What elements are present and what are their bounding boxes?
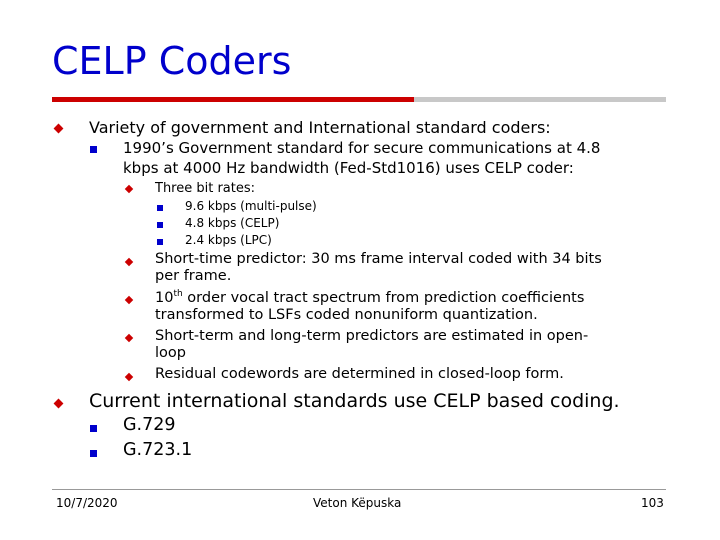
order-number: 10 [155, 290, 174, 306]
bullet-variety-coders: Variety of government and International standard coders: [89, 118, 551, 137]
diamond-bullet-icon [54, 399, 64, 409]
square-bullet-icon [90, 450, 97, 457]
bullet-three-bit-rates: Three bit rates: [155, 181, 256, 196]
standard-item: G.723.1 [123, 440, 193, 460]
bullet-government-standard-line1: 1990’s Government standard for secure communications at 4.8 [123, 139, 601, 157]
diamond-bullet-icon [125, 185, 133, 193]
bullet-vocal-tract-line1 [155, 290, 584, 307]
rate-item: 9.6 kbps (multi-pulse) [185, 199, 317, 213]
square-bullet-icon [90, 146, 97, 153]
bullet-government-standard-line2: kbps at 4000 Hz bandwidth (Fed-Std1016) uses CELP coder: [123, 159, 574, 177]
footer-divider [52, 489, 666, 490]
slide-title: CELP Coders [52, 39, 292, 83]
bullet-short-time-predictor-line2: per frame. [155, 268, 232, 284]
footer-author: Veton Këpuska [313, 496, 402, 510]
square-bullet-icon [90, 425, 97, 432]
footer-page-number: 103 [641, 496, 664, 510]
bullet-predictors-line2: loop [155, 345, 186, 361]
diamond-bullet-icon [54, 124, 64, 134]
title-underline-red [52, 97, 414, 102]
bullet-residual-codewords: Residual codewords are determined in closed-loop form. [155, 366, 564, 382]
square-bullet-icon [157, 205, 163, 211]
rate-item: 4.8 kbps (CELP) [185, 216, 280, 230]
square-bullet-icon [157, 239, 163, 245]
diamond-bullet-icon [125, 373, 133, 381]
bullet-current-standards: Current international standards use CELP based coding. [89, 390, 620, 412]
rate-item: 2.4 kbps (LPC) [185, 233, 272, 247]
order-suffix: th [173, 289, 183, 299]
diamond-bullet-icon [125, 258, 133, 266]
bullet-predictors-line1: Short-term and long-term predictors are estimated in open- [155, 328, 589, 344]
standard-item: G.729 [123, 415, 176, 435]
title-underline-gray [414, 97, 666, 102]
bullet-short-time-predictor-line1: Short-time predictor: 30 ms frame interval coded with 34 bits [155, 251, 602, 267]
diamond-bullet-icon [125, 334, 133, 342]
bullet-vocal-tract-line2: transformed to LSFs coded nonuniform quantization. [155, 307, 538, 323]
diamond-bullet-icon [125, 296, 133, 304]
footer-date: 10/7/2020 [56, 496, 118, 510]
order-text: order vocal tract spectrum from prediction coefficients [182, 290, 585, 306]
square-bullet-icon [157, 222, 163, 228]
